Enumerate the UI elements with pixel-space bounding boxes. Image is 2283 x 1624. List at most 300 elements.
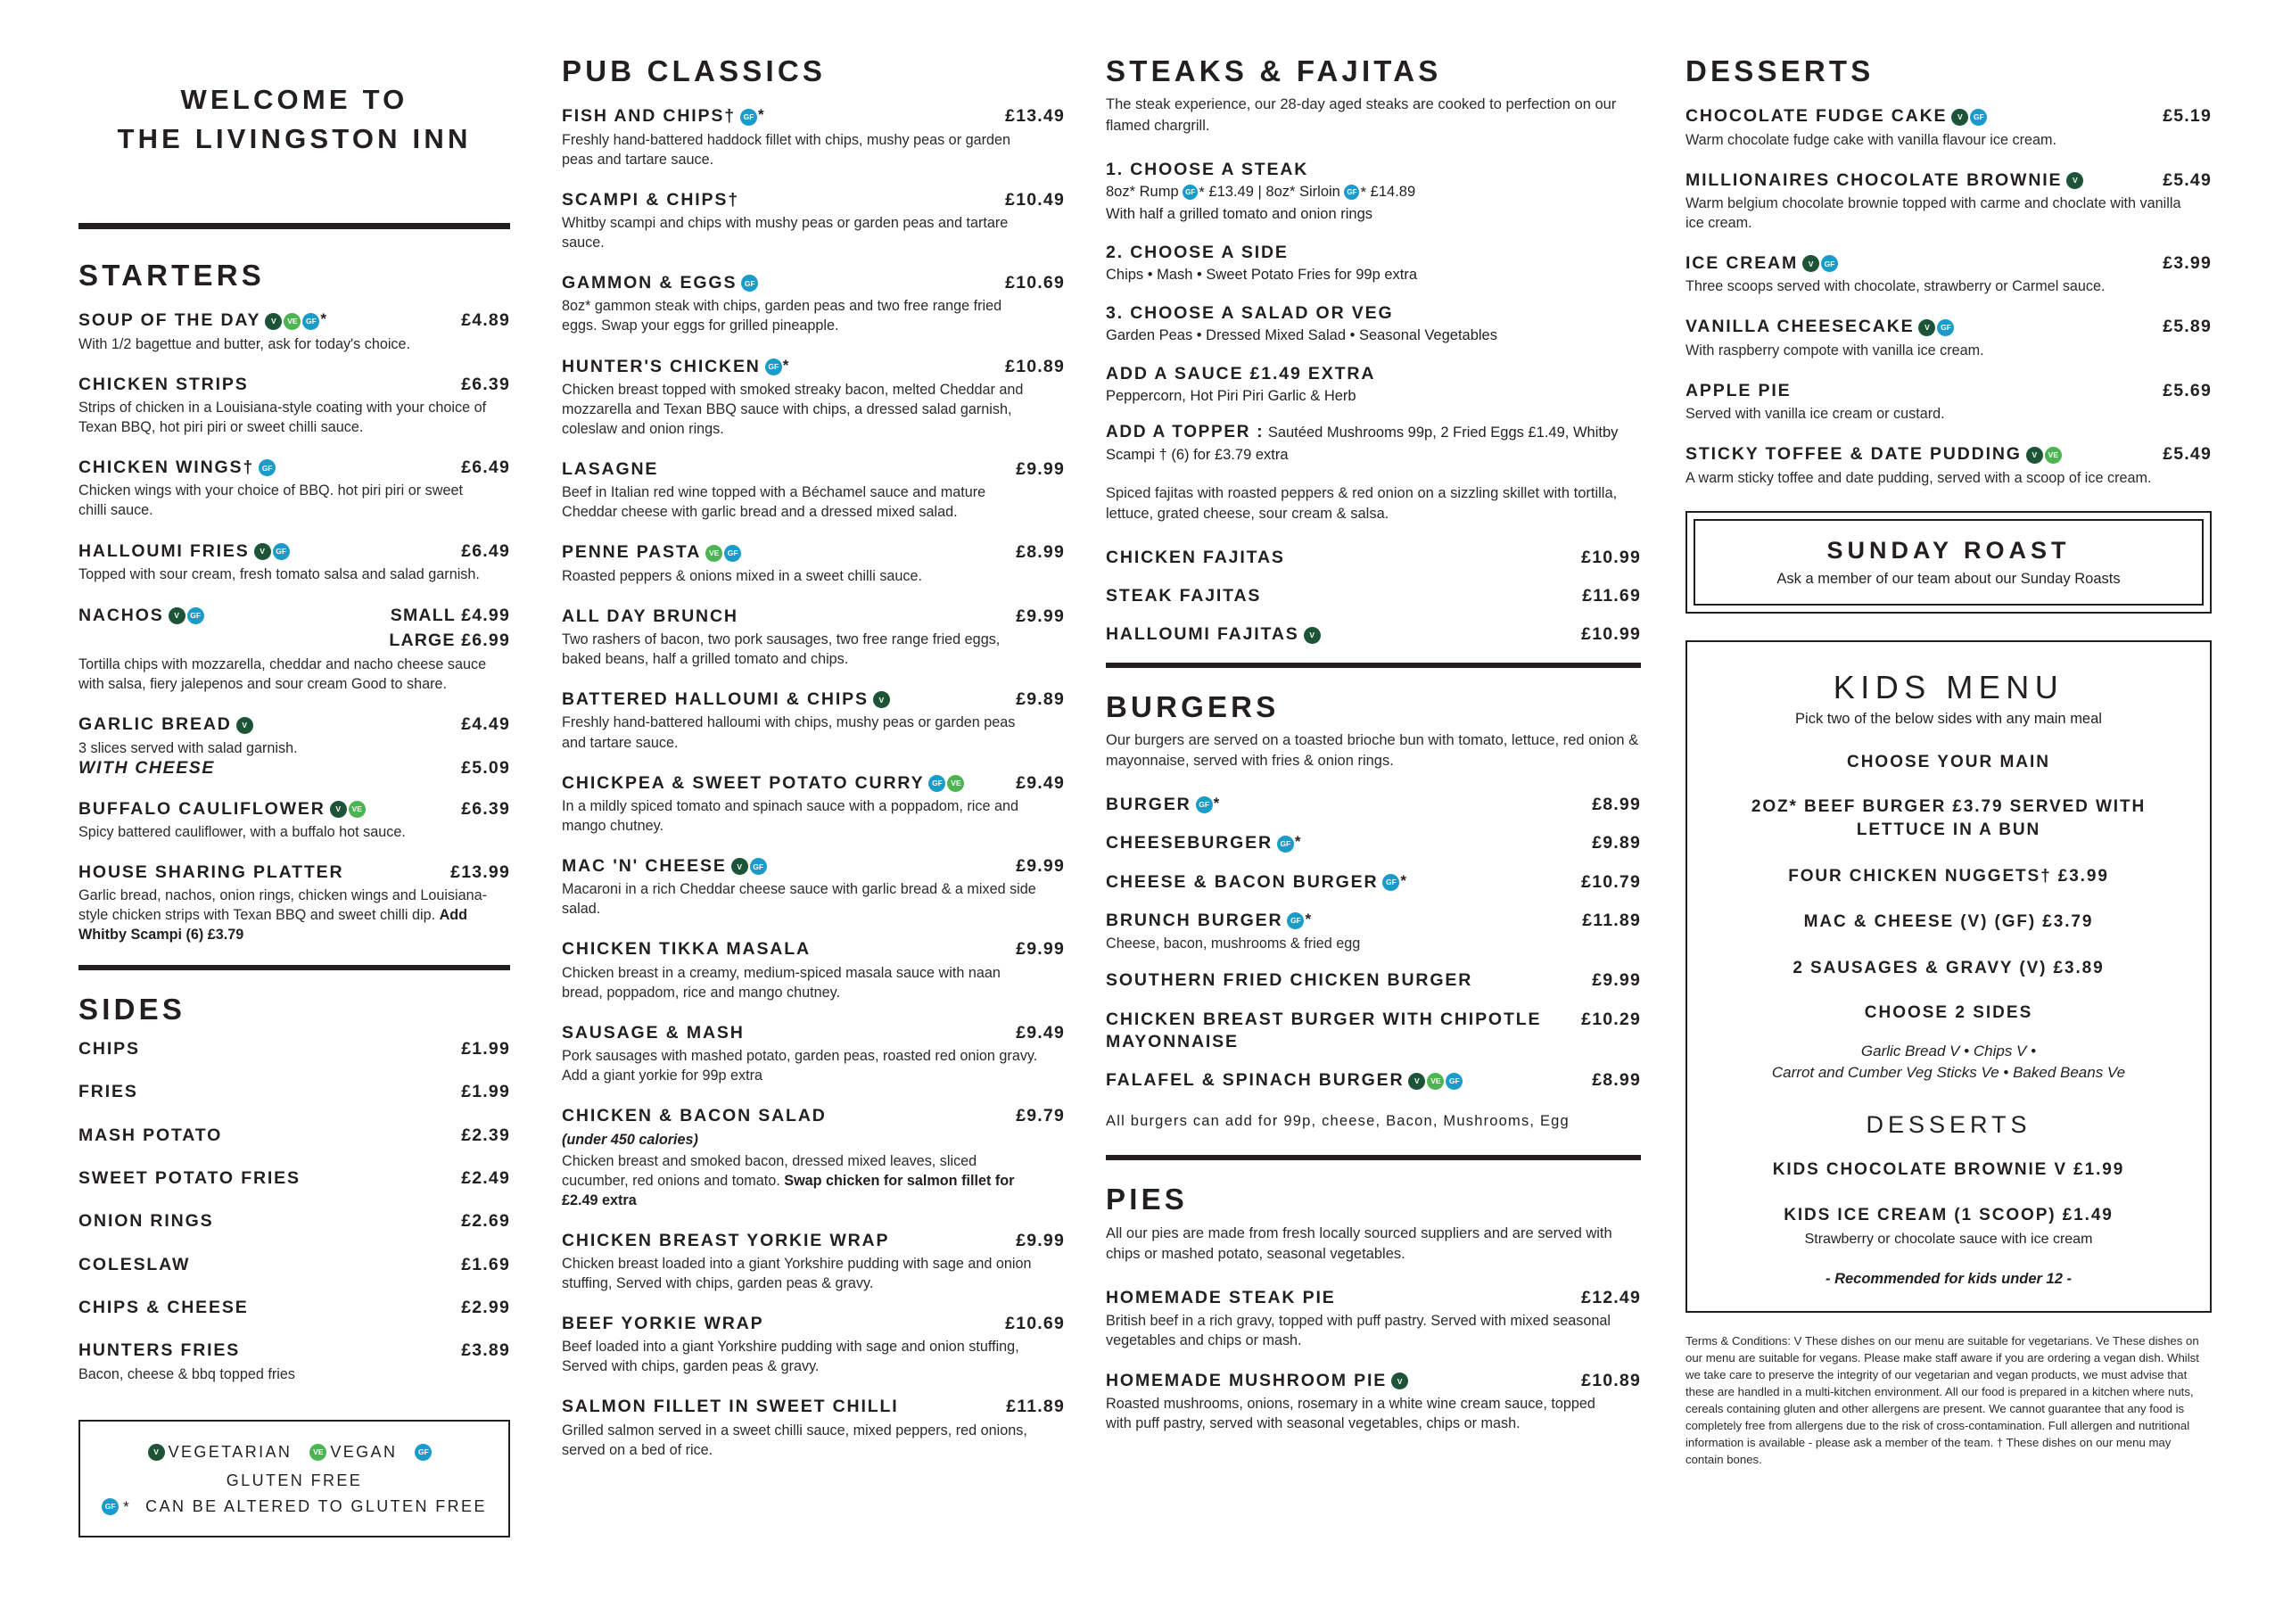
section-heading-pub-classics: PUB CLASSICS [562, 54, 827, 87]
menu-item-price: £6.49 [461, 458, 510, 478]
rump-label: 8oz* Rump [1106, 184, 1179, 201]
menu-item [1106, 1370, 1641, 1433]
menu-item-name: CHICKEN TIKKA MASALA [562, 939, 811, 960]
menu-item-price: £9.99 [1016, 1230, 1065, 1250]
menu-item-price: £10.99 [1581, 624, 1641, 645]
section-heading-pies: PIES [1106, 1183, 1189, 1216]
menu-item-price: £9.99 [1016, 606, 1065, 626]
menu-item-price: £5.19 [2163, 106, 2212, 127]
gluten-free-badge-icon: GF [741, 275, 758, 292]
menu-item-price: £3.99 [2163, 253, 2212, 274]
menu-item [562, 772, 1065, 836]
menu-item-name: BATTERED HALLOUMI & CHIPS V [562, 688, 890, 711]
menu-item [1106, 832, 1641, 854]
menu-item-description: Pork sausages with mashed potato, garden peas, roasted red onion gravy. Add a giant yorkie for 99p extra [562, 1048, 1038, 1084]
add-topper-label: ADD A TOPPER : [1106, 423, 1265, 442]
menu-item-row [562, 1022, 1065, 1044]
menu-item-name: CHEESEBURGER GF * [1106, 833, 1303, 853]
divider-rule-burgers [1106, 663, 1641, 668]
menu-item-name: ICE CREAM V GF [1685, 252, 1838, 275]
menu-item-price: SMALL £4.99 LARGE £6.99 [389, 605, 510, 650]
side-item-price: £3.89 [461, 1340, 510, 1361]
menu-item-description: Spicy battered cauliflower, with a buffalo hot sauce. [78, 824, 406, 841]
menu-item-price: £4.49 [461, 714, 510, 735]
steak-step-3-note: Garden Peas • Dressed Mixed Salad • Seasonal Vegetables [1106, 326, 1497, 343]
menu-item [562, 1105, 1065, 1209]
menu-item-name: GARLIC BREAD V [78, 713, 253, 736]
side-item [78, 1340, 510, 1383]
menu-item-row [1106, 1287, 1641, 1309]
gluten-free-badge-icon: GF [750, 858, 767, 875]
menu-item-price: £10.69 [1005, 1314, 1065, 1334]
menu-item-row [562, 606, 1065, 628]
menu-item [1685, 380, 2212, 424]
dietary-badges [1918, 319, 1954, 336]
dietary-legend-box [78, 1420, 510, 1537]
menu-item-name: GAMMON & EGGS GF [562, 272, 758, 294]
divider-rule-pies [1106, 1155, 1641, 1160]
menu-item-price: £9.79 [1016, 1106, 1065, 1126]
vegetarian-badge-icon: V [236, 717, 253, 734]
side-item-row [78, 1254, 510, 1276]
menu-item-price: £11.89 [1582, 910, 1641, 930]
menu-item-price: £9.49 [1016, 1022, 1065, 1043]
kids-main-item: MAC & CHEESE (V) (GF) £3.79 [1803, 912, 2094, 932]
legend-vegetarian-label: VEGETARIAN [168, 1442, 293, 1461]
vegetarian-badge-icon: V [148, 1444, 165, 1461]
menu-item-row [1106, 910, 1641, 932]
dietary-badges [705, 545, 741, 562]
menu-item-price: £10.49 [1005, 189, 1065, 210]
menu-item [562, 541, 1065, 585]
menu-item-price: £9.89 [1016, 689, 1065, 710]
menu-item-row [78, 713, 510, 736]
menu-item [1106, 910, 1641, 953]
menu-item-price: £9.99 [1016, 458, 1065, 479]
dagger-icon: † [728, 189, 739, 210]
menu-item-row [1106, 871, 1641, 894]
menu-item-price: £11.89 [1006, 1397, 1065, 1417]
menu-item-name: HALLOUMI FRIES V GF [78, 540, 290, 563]
menu-item-row [78, 540, 510, 563]
side-item-row [78, 1210, 510, 1232]
menu-item-name: FALAFEL & SPINACH BURGER V VE GF [1106, 1069, 1463, 1092]
side-item-price: £1.99 [461, 1082, 510, 1102]
menu-item-price: £5.69 [2163, 380, 2212, 400]
menu-item-description: Chicken breast in a creamy, medium-spiced masala sauce with naan bread, poppadom, rice and mango chutney. [562, 964, 1001, 1001]
side-item [78, 1297, 510, 1319]
steaks-intro: The steak experience, our 28-day aged steaks are cooked to perfection on our flamed chargrill. [1106, 96, 1617, 134]
menu-item-description: British beef in a rich gravy, topped with puff pastry. Served with mixed seasonal vegetables and chips or mash. [1106, 1312, 1611, 1348]
menu-item-description: Strips of chicken in a Louisiana-style coating with your choice of Texan BBQ, hot piri piri or sweet chilli sauce. [78, 400, 487, 436]
welcome-line-1: WELCOME TO [180, 84, 408, 115]
menu-item-row [562, 458, 1065, 481]
menu-item-row [78, 309, 510, 332]
menu-item-name: ALL DAY BRUNCH [562, 606, 738, 626]
menu-item-name: CHICKEN WINGS† GF [78, 457, 276, 479]
menu-item-name: VANILLA CHEESECAKE V GF [1685, 316, 1954, 338]
menu-item-name: BRUNCH BURGER GF * [1106, 910, 1313, 930]
legend-line-primary [93, 1439, 496, 1494]
side-item-name: FRIES [78, 1082, 138, 1102]
dietary-badges [254, 543, 290, 560]
option-divider: | [1257, 184, 1262, 201]
starters-list [78, 309, 510, 944]
menu-item-row [78, 861, 510, 884]
side-item [78, 1038, 510, 1060]
menu-item-price: £9.89 [1592, 833, 1641, 853]
menu-item-price: £13.99 [450, 862, 510, 883]
menu-item-price: £10.89 [1005, 356, 1065, 376]
vegan-badge-icon: VE [2045, 447, 2062, 464]
dietary-badges [1196, 796, 1213, 813]
side-item-name: ONION RINGS [78, 1211, 214, 1232]
menu-item [1106, 871, 1641, 894]
legend-vegan-label: VEGAN [330, 1442, 398, 1461]
gluten-free-badge-icon: GF [273, 543, 290, 560]
dietary-badges [1391, 1373, 1408, 1389]
menu-item-row [562, 1105, 1065, 1127]
menu-item-price: £5.49 [2163, 444, 2212, 465]
menu-item-row [562, 772, 1065, 795]
menu-item-row [78, 798, 510, 820]
steak-add-topper [1106, 421, 1641, 466]
menu-item-name: CHICKEN FAJITAS [1106, 547, 1285, 567]
side-item-price: £2.49 [461, 1167, 510, 1188]
menu-item-price: £6.39 [461, 798, 510, 819]
menu-item [1106, 969, 1641, 992]
menu-item-row [562, 855, 1065, 878]
menu-item [562, 1230, 1065, 1293]
menu-item-price: £8.99 [1592, 1070, 1641, 1091]
menu-item [78, 309, 510, 353]
menu-item [1106, 623, 1641, 646]
vegan-badge-icon: VE [284, 313, 301, 330]
kids-menu-box [1685, 640, 2212, 1313]
side-item-row [78, 1340, 510, 1362]
add-topper-note: Sautéed Mushrooms 99p, 2 Fried Eggs £1.49, Whitby Scampi † (6) for £3.79 extra [1106, 425, 1619, 463]
menu-item-name: CHICKEN BREAST BURGER WITH CHIPOTLE MAYONNAISE [1106, 1009, 1542, 1051]
dietary-badges [2026, 447, 2062, 464]
terms-and-conditions: Terms & Conditions: V These dishes on our menu are suitable for vegetarians. Ve These dishes on our menu are suitable for vegans. Please make staff aware if you are ordering a vegan dish. Whilst we take care to preserve the integrity of our vegetarian and vegan products, we must advise that these are handled in a multi-kitchen environment. All our food is prepared in a kitchen where nuts, cereals containing gluten and other allergens are present. We cannot guarantee that any food is completely free from allergens due to the risk of cross-contamination. Full allergen and nutritional information is available - please ask a member of the team. † These dishes on our menu may contain bones. [1685, 1334, 2199, 1467]
menu-item [562, 938, 1065, 1002]
menu-item-price: £10.99 [1581, 547, 1641, 567]
menu-item [78, 604, 510, 694]
sunday-roast-inner [1694, 519, 2204, 606]
kids-sides-line-1: Garlic Bread V • Chips V • [1860, 1042, 2037, 1059]
menu-item [562, 272, 1065, 335]
kids-menu-footer: - Recommended for kids under 12 - [1826, 1271, 2072, 1288]
menu-item-price: £10.69 [1005, 273, 1065, 293]
side-item-row [78, 1125, 510, 1147]
side-item-name: SWEET POTATO FRIES [78, 1167, 301, 1188]
menu-item-name: SAUSAGE & MASH [562, 1022, 745, 1043]
add-sauce-note: Peppercorn, Hot Piri Piri Garlic & Herb [1106, 388, 1356, 405]
menu-item-price: £9.49 [1016, 772, 1065, 793]
kids-menu-title: KIDS MENU [1833, 668, 2065, 705]
kids-dessert-item: KIDS ICE CREAM (1 SCOOP) £1.49 [1784, 1206, 2114, 1225]
section-heading-desserts: DESSERTS [1685, 54, 1875, 87]
menu-item-name: SOUP OF THE DAY V VE GF * [78, 310, 328, 331]
kids-sides-line-2: Carrot and Cumber Veg Sticks Ve • Baked Beans Ve [1771, 1064, 2126, 1082]
menu-item-variant-price: £5.09 [461, 757, 510, 778]
kids-choose-sides-heading: CHOOSE 2 SIDES [1864, 1002, 2033, 1022]
asterisk-icon: * [320, 310, 328, 328]
menu-item [1685, 316, 2212, 359]
steak-step-1-title: 1. CHOOSE A STEAK [1106, 160, 1309, 180]
menu-item-description: Warm chocolate fudge cake with vanilla flavour ice cream. [1685, 131, 2056, 148]
dietary-badges [765, 359, 782, 375]
gluten-free-badge-icon: GF [187, 607, 204, 624]
menu-item-row [562, 356, 1065, 378]
vegan-badge-icon: VE [705, 545, 722, 562]
kids-dessert-item: KIDS CHOCOLATE BROWNIE V £1.99 [1772, 1159, 2125, 1179]
menu-item-description: Whitby scampi and chips with mushy peas or garden peas and tartare sauce. [562, 215, 1009, 251]
menu-item-name: SOUTHERN FRIED CHICKEN BURGER [1106, 970, 1473, 991]
side-item-row [78, 1038, 510, 1060]
gluten-free-badge-icon: GF [765, 359, 782, 375]
steak-step-2 [1106, 243, 1641, 285]
dietary-badges [1304, 627, 1321, 644]
desserts-list [1685, 105, 2212, 487]
dietary-badges [1287, 912, 1304, 929]
menu-item-price: £5.89 [2163, 317, 2212, 337]
gluten-free-badge-icon: GF [1446, 1073, 1463, 1090]
menu-item-name: CHEESE & BACON BURGER GF * [1106, 871, 1408, 892]
divider-rule [78, 223, 510, 229]
menu-item-price: £8.99 [1592, 794, 1641, 814]
menu-item-row [1106, 832, 1641, 854]
menu-item-row [1106, 1009, 1641, 1054]
menu-item-description: In a mildly spiced tomato and spinach sauce with a poppadom, rice and mango chutney. [562, 797, 1019, 834]
menu-item-row [1106, 969, 1641, 992]
menu-item-name: PENNE PASTA VE GF [562, 541, 741, 564]
menu-item [562, 105, 1065, 169]
menu-item [562, 1313, 1065, 1376]
vegan-badge-icon: VE [349, 801, 366, 818]
section-heading-starters: STARTERS [78, 259, 265, 293]
menu-item-name: CHICKPEA & SWEET POTATO CURRY GF VE [562, 772, 964, 795]
menu-item-name: BUFFALO CAULIFLOWER V VE [78, 798, 366, 820]
menu-item-description: Beef in Italian red wine topped with a Béchamel sauce and mature Cheddar cheese with garlic bread and a dressed mixed salad. [562, 484, 986, 521]
vegetarian-badge-icon: V [1918, 319, 1935, 336]
menu-item-description: Tortilla chips with mozzarella, cheddar and nacho cheese sauce with salsa, fiery jalepenos and sour cream Good to share. [78, 656, 487, 693]
dietary-badges [1951, 109, 1987, 126]
dietary-badges [330, 801, 366, 818]
burgers-intro: Our burgers are served on a toasted brioche bun with tomato, lettuce, red onion & mayonnaise, served with fries & onion rings. [1106, 732, 1639, 770]
menu-item [1106, 1009, 1641, 1054]
menu-item [562, 356, 1065, 439]
gluten-free-badge-icon: GF [1382, 874, 1399, 891]
section-heading-sides: SIDES [78, 992, 186, 1026]
menu-item-description: Macaroni in a rich Cheddar cheese sauce with garlic bread & a mixed side salad. [562, 881, 1036, 918]
menu-item-name: STEAK FAJITAS [1106, 586, 1262, 606]
menu-item-name: SCAMPI & CHIPS† [562, 189, 739, 210]
vegetarian-badge-icon: V [1408, 1073, 1425, 1090]
menu-item-name: HALLOUMI FAJITAS V [1106, 623, 1321, 646]
rump-price: £13.49 [1208, 184, 1254, 201]
sunday-roast-title: SUNDAY ROAST [1826, 536, 2071, 564]
menu-item-row [1106, 623, 1641, 646]
menu-item-name: CHICKEN & BACON SALAD [562, 1106, 827, 1126]
dietary-badges [1408, 1073, 1463, 1090]
menu-item-description: Three scoops served with chocolate, strawberry or Carmel sauce. [1685, 278, 2106, 295]
menu-item-name: CHOCOLATE FUDGE CAKE V GF [1685, 105, 1987, 128]
menu-item-description: Two rashers of bacon, two pork sausages, two free range fried eggs, baked beans, half a grilled tomato and chips. [562, 631, 1001, 668]
menu-item-description: Chicken breast loaded into a giant Yorkshire pudding with sage and onion stuffing, Served with chips, garden peas & gravy. [562, 1255, 1032, 1292]
dietary-badges [236, 717, 253, 734]
menu-item [1106, 547, 1641, 569]
steak-step-1-note: With half a grilled tomato and onion rings [1106, 205, 1372, 222]
gluten-free-alt-badge-icon: GF [102, 1498, 119, 1515]
kids-menu-sub: Pick two of the below sides with any main meal [1795, 710, 2102, 727]
side-item [78, 1125, 510, 1147]
menu-item-description: 8oz* gammon steak with chips, garden peas and two free range fried eggs. Swap your eggs for grilled pineapple. [562, 298, 1002, 334]
gluten-free-badge-icon: GF [302, 313, 319, 330]
menu-item-price: £10.79 [1581, 871, 1641, 892]
dietary-badges [259, 459, 276, 476]
steak-step-3 [1106, 303, 1641, 346]
kids-main-item: FOUR CHICKEN NUGGETS† £3.99 [1788, 866, 2109, 886]
asterisk-icon: * [1360, 184, 1367, 202]
menu-item-description: Roasted mushrooms, onions, rosemary in a white wine cream sauce, topped with puff pastry, served with seasonal vegetables, chips or mash. [1106, 1396, 1595, 1432]
menu-item-description: Cheese, bacon, mushrooms & fried egg [1106, 936, 1361, 952]
gluten-free-badge-icon: GF [1344, 185, 1359, 200]
side-item-row [78, 1081, 510, 1103]
menu-item-name: LASAGNE [562, 458, 659, 479]
menu-item-row [562, 105, 1065, 128]
menu-item-row [1106, 1069, 1641, 1092]
side-item-row [78, 1297, 510, 1319]
dagger-icon: † [724, 106, 736, 127]
menu-item [562, 855, 1065, 919]
steak-step-1-options [1106, 182, 1641, 204]
menu-item-price: £6.49 [461, 540, 510, 561]
menu-item-description: Chicken breast topped with smoked streaky bacon, melted Cheddar and mozzarella and Texan BBQ sauce with chips, a dressed salad garnish, coleslaw and onion rings. [562, 381, 1024, 437]
menu-item-description: Beef loaded into a giant Yorkshire pudding with sage and onion stuffing, Served with chips, garden peas & gravy. [562, 1339, 1019, 1375]
menu-item [78, 798, 510, 842]
side-item-price: £1.99 [461, 1038, 510, 1059]
section-heading-steaks: STEAKS & FAJITAS [1106, 54, 1442, 87]
menu-item [562, 1396, 1065, 1459]
vegetarian-badge-icon: V [265, 313, 282, 330]
legend-altered-label: CAN BE ALTERED TO GLUTEN FREE [145, 1496, 487, 1515]
dietary-badges [740, 109, 757, 126]
menu-item [1685, 105, 2212, 149]
menu-item [78, 374, 510, 437]
menu-item-row [562, 541, 1065, 564]
vegan-badge-icon: VE [1427, 1073, 1444, 1090]
menu-item-description: A warm sticky toffee and date pudding, served with a scoop of ice cream. [1685, 469, 2152, 486]
asterisk-icon: * [757, 106, 766, 124]
sunday-roast-sub: Ask a member of our team about our Sunday Roasts [1776, 570, 2121, 587]
dietary-badges [2066, 172, 2083, 189]
menu-item [1685, 252, 2212, 296]
dietary-badges [873, 691, 890, 708]
menu-item-row [1106, 1370, 1641, 1392]
menu-item-description: With raspberry compote with vanilla ice cream. [1685, 342, 1984, 359]
welcome-line-2: THE LIVINGSTON INN [117, 123, 472, 155]
sides-list [78, 1038, 510, 1384]
vegetarian-badge-icon: V [254, 543, 271, 560]
burgers-list [1106, 794, 1641, 1092]
menu-item-description: 3 slices served with salad garnish. [78, 739, 298, 756]
menu-item [562, 1022, 1065, 1085]
menu-item-row [1685, 169, 2212, 192]
side-item [78, 1210, 510, 1232]
steak-step-3-title: 3. CHOOSE A SALAD OR VEG [1106, 302, 1394, 323]
menu-item-price: £9.99 [1016, 939, 1065, 960]
menu-item-row [1106, 794, 1641, 816]
gluten-free-badge-icon: GF [259, 459, 276, 476]
dietary-badges [928, 775, 964, 792]
side-item-name: HUNTERS FRIES [78, 1340, 241, 1361]
dietary-badges [169, 607, 204, 624]
vegetarian-badge-icon: V [873, 691, 890, 708]
menu-item-description: Warm belgium chocolate brownie topped with carme and choclate with vanilla ice cream. [1685, 195, 2181, 232]
steak-step-1 [1106, 160, 1641, 225]
asterisk-icon: * [1199, 184, 1205, 202]
menu-item-row [78, 604, 510, 653]
steak-add-sauce [1106, 364, 1641, 407]
menu-item-name: BURGER GF * [1106, 794, 1222, 814]
menu-item-description: Roasted peppers & onions mixed in a sweet chilli sauce. [562, 567, 923, 584]
menu-item [78, 457, 510, 520]
menu-item-row [78, 374, 510, 396]
dietary-badges [741, 275, 758, 292]
legend-line-altered [93, 1494, 496, 1520]
kids-main-item: 2OZ* BEEF BURGER £3.79 SERVED WITH LETTUCE IN A BUN [1751, 796, 2147, 840]
menu-item [1106, 1287, 1641, 1350]
kids-mains-list [1707, 796, 2190, 981]
menu-item-price: £4.89 [461, 310, 510, 331]
gluten-free-badge-icon: GF [1937, 319, 1954, 336]
divider-rule-sides [78, 965, 510, 970]
menu-item-name: FISH AND CHIPS† GF * [562, 106, 766, 127]
menu-item-price: £6.39 [461, 374, 510, 394]
menu-item-row [1685, 443, 2212, 466]
menu-item-note: (under 450 calories) [562, 1131, 698, 1148]
menu-item-description: Chicken breast and smoked bacon, dressed mixed leaves, sliced cucumber, red onions and tomato. Swap chicken for salmon fillet for £2.49 extra [562, 1152, 1015, 1208]
menu-item-row [78, 457, 510, 479]
asterisk-icon: * [123, 1497, 132, 1515]
menu-item-row [562, 272, 1065, 294]
menu-item [1106, 585, 1641, 607]
menu-item [78, 861, 510, 944]
gluten-free-badge-icon: GF [1970, 109, 1987, 126]
vegetarian-badge-icon: V [330, 801, 347, 818]
side-item [78, 1167, 510, 1190]
column-starters-sides [0, 0, 553, 1624]
menu-item-description: Freshly hand-battered halloumi with chips, mushy peas or garden peas and tartare sauce. [562, 714, 1016, 751]
asterisk-icon: * [1305, 910, 1313, 927]
menu-item-description: With 1/2 bagettue and butter, ask for today's choice. [78, 335, 411, 352]
kids-dessert-description: Strawberry or chocolate sauce with ice cream [1804, 1232, 2093, 1248]
menu-item-row [562, 938, 1065, 960]
menu-item [562, 606, 1065, 669]
asterisk-icon: * [782, 356, 791, 374]
menu-item-name: MAC 'N' CHEESE V GF [562, 855, 767, 878]
menu-item-row [562, 1313, 1065, 1335]
menu-item-price: £10.89 [1581, 1370, 1641, 1390]
sirloin-price: £14.89 [1370, 184, 1416, 201]
side-item-name: CHIPS [78, 1038, 140, 1059]
menu-item [562, 688, 1065, 752]
side-item-name: MASH POTATO [78, 1125, 223, 1145]
column-steaks-burgers-pies [1097, 0, 1668, 1624]
gluten-free-badge-icon: GF [1821, 255, 1838, 272]
steak-step-2-note: Chips • Mash • Sweet Potato Fries for 99p extra [1106, 266, 1418, 283]
